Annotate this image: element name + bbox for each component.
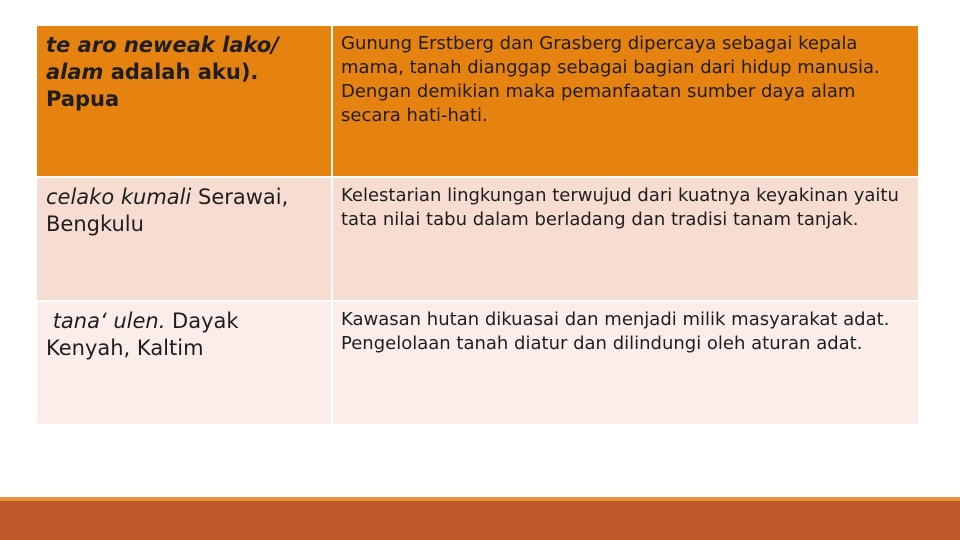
term-cell [37, 178, 333, 300]
term-italic: tana‘ ulen. [46, 309, 166, 333]
content-table [37, 26, 918, 426]
footer-fill [0, 501, 960, 540]
term-origin: Serawai, Bengkulu [46, 185, 289, 236]
term-italic: celako kumali [46, 185, 192, 209]
term-cell [37, 26, 333, 176]
footer-bar [0, 497, 960, 540]
term-cell [37, 302, 333, 424]
table-row [37, 178, 918, 302]
term-origin: adalah aku). Papua [46, 60, 259, 111]
description-cell: Kelestarian lingkungan terwujud dari kuatnya keyakinan yaitu tata nilai tabu dalam berladang dan tradisi tanam tanjak. [333, 178, 918, 300]
description-cell: Kawasan hutan dikuasai dan menjadi milik masyarakat adat. Pengelolaan tanah diatur dan dilindungi oleh aturan adat. [333, 302, 918, 424]
term-italic: te aro neweak lako/ alam [46, 33, 279, 84]
table-row [37, 302, 918, 426]
description-cell: Gunung Erstberg dan Grasberg dipercaya sebagai kepala mama, tanah dianggap sebagai bagian dari hidup manusia. Dengan demikian maka pemanfaatan sumber daya alam secara hati-hati. [333, 26, 918, 176]
term-origin: Dayak Kenyah, Kaltim [46, 309, 239, 360]
table-row [37, 26, 918, 178]
